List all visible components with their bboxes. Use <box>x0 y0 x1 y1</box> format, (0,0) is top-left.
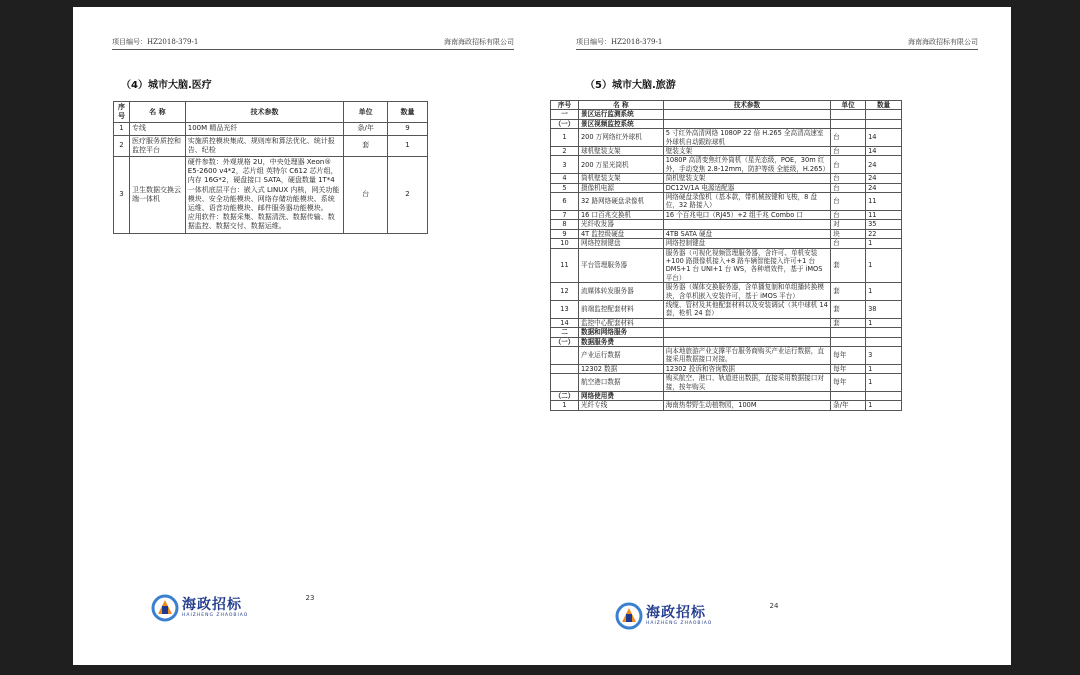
table-cell <box>831 328 866 337</box>
table-row <box>551 300 902 318</box>
table-cell: 3 <box>551 156 579 174</box>
table-cell: 35 <box>866 220 902 229</box>
table-cell: 实施质控模块集成、规则库和算法优化、统计报告、纪检 <box>185 135 343 156</box>
column-header: 序号 <box>551 101 579 110</box>
table-cell <box>866 392 902 401</box>
table-cell <box>866 337 902 346</box>
section-title: （5）城市大脑.旅游 <box>585 80 676 91</box>
table-cell: 3 <box>866 346 902 364</box>
table-cell: 1080P 高清变焦红外筒机（星光态级，POE，30m 红外，手动变焦 2.8-12mm，防护等级 全能级，H.265） <box>663 156 830 174</box>
table-row <box>551 129 902 147</box>
table-cell <box>663 318 830 327</box>
table-cell: 向本地旅游产业支撑平台服务商购买产业运行数据，直接采用数据接口对接。 <box>663 346 830 364</box>
logo-subtext: HAIZHENG ZHAOBIAO <box>646 621 713 626</box>
table-cell: 景区视频监控系统 <box>578 119 663 128</box>
table-cell: 1 <box>866 374 902 392</box>
table-cell: 1 <box>866 248 902 283</box>
table-cell: 对 <box>831 220 866 229</box>
page-header <box>576 37 978 50</box>
table-row <box>551 110 902 119</box>
table-cell: 9 <box>551 229 579 238</box>
table-cell: 块 <box>831 229 866 238</box>
table-cell: 线缆、管材及其他配套材料以及安装调试（其中球机 14 套，枪机 24 套） <box>663 300 830 318</box>
table-cell: 海南热带野生动植物园，100M <box>663 401 830 410</box>
table-cell: 台 <box>344 157 388 234</box>
table-row <box>551 183 902 192</box>
table-cell: 流媒体转发服务器 <box>578 283 663 301</box>
table-cell: 购买航空、港口、轨道进出数据，直接采用数据接口对接，按年购买 <box>663 374 830 392</box>
table-cell: 8 <box>551 220 579 229</box>
table-cell: 2 <box>551 147 579 156</box>
table-cell: 1 <box>866 364 902 373</box>
logo-subtext: HAIZHENG ZHAOBIAO <box>182 613 249 618</box>
table-cell: 14 <box>866 147 902 156</box>
table-cell: 12302 数据 <box>578 364 663 373</box>
table-cell <box>663 328 830 337</box>
table-cell: 10 <box>551 239 579 248</box>
table-row <box>551 337 902 346</box>
table-cell: 11 <box>866 193 902 211</box>
table-cell: 200 万网络红外球机 <box>578 129 663 147</box>
table-cell: 产业运行数据 <box>578 346 663 364</box>
table-cell <box>663 110 830 119</box>
table-cell: 100M 精品光纤 <box>185 123 343 135</box>
table-cell: 航空港口数据 <box>578 374 663 392</box>
page-number: 24 <box>769 602 779 610</box>
table-cell <box>551 374 579 392</box>
table-cell: 网络控制键盘 <box>663 239 830 248</box>
document-page-right <box>537 7 1011 665</box>
table-cell: 24 <box>866 174 902 183</box>
table-cell: 一 <box>551 110 579 119</box>
table-cell: 球机壁装支架 <box>578 147 663 156</box>
table-cell <box>831 110 866 119</box>
table-cell: 条/年 <box>344 123 388 135</box>
table-cell: 3 <box>114 157 130 234</box>
table-cell: 专线 <box>129 123 185 135</box>
table-cell: 12 <box>551 283 579 301</box>
table-cell: （二） <box>551 392 579 401</box>
column-header: 名 称 <box>578 101 663 110</box>
table-cell: 服务器（可视化视频管理服务器，含许可、单机安装+100 路摄像机接入+8 路车辆智能接入许可+1 台 DMS+1 台 UNI+1 台 WS，各种增效件，基于 iMOS 平台） <box>663 248 830 283</box>
company-name: 海南海政招标有限公司 <box>444 38 514 46</box>
table-cell: 台 <box>831 147 866 156</box>
table-cell: 套 <box>831 283 866 301</box>
table-row <box>551 283 902 301</box>
table-cell: 台 <box>831 239 866 248</box>
table-row <box>551 156 902 174</box>
table-row <box>551 193 902 211</box>
logo-text: 海政招标 <box>646 605 706 621</box>
table-cell <box>831 392 866 401</box>
table-cell: 套 <box>344 135 388 156</box>
table-row <box>551 346 902 364</box>
column-header: 数量 <box>388 102 428 123</box>
table-cell: 2 <box>114 135 130 156</box>
table-cell: 条/年 <box>831 401 866 410</box>
table-cell: 套 <box>831 300 866 318</box>
table-row <box>551 147 902 156</box>
table-cell: 硬件参数：外观规格 2U，中央处理器 Xeon® E5-2600 v4*2，芯片组 英特尔 C612 芯片组，内存 16G*2，硬盘接口 SATA，硬盘数量 1T*4 一体机底层平台：嵌入式 LINUX 内核，网关功能模块、安全功能模块、网络存储功能模块、系统运维、语音功能模块、邮件服务器功能模块。 应用软件：数据采集、数据清洗、数据传输、数据监控、数据交付、数据运维。 <box>185 157 343 234</box>
column-header: 名 称 <box>129 102 185 123</box>
table-cell: 32 路网络硬盘录像机 <box>578 193 663 211</box>
project-number: 项目编号：HZ2018-379-1 <box>112 38 199 46</box>
table-cell <box>831 119 866 128</box>
table-cell: 16 口百兆交换机 <box>578 210 663 219</box>
table-cell: 网络使用费 <box>578 392 663 401</box>
table-cell: 38 <box>866 300 902 318</box>
table-cell <box>551 364 579 373</box>
table-row <box>114 157 428 234</box>
table-cell: 9 <box>388 123 428 135</box>
table-cell: 1 <box>114 123 130 135</box>
table-cell: 每年 <box>831 346 866 364</box>
table-cell: 台 <box>831 193 866 211</box>
table-cell: 筒机壁装支架 <box>578 174 663 183</box>
table-cell: 1 <box>866 239 902 248</box>
table-cell <box>663 337 830 346</box>
table-cell: 台 <box>831 156 866 174</box>
table-cell: 摄像机电源 <box>578 183 663 192</box>
table-cell: 每年 <box>831 374 866 392</box>
table-cell: 网络硬盘录像机（基本款，带机械按键和飞梭，8 盘位，32 路接入） <box>663 193 830 211</box>
spec-table <box>550 100 902 411</box>
table-cell <box>551 346 579 364</box>
page-footer <box>537 602 1011 636</box>
table-cell: 1 <box>388 135 428 156</box>
table-cell: （一） <box>551 337 579 346</box>
table-cell <box>663 220 830 229</box>
table-cell: 每年 <box>831 364 866 373</box>
table-cell: 平台管理服务器 <box>578 248 663 283</box>
table-row <box>551 229 902 238</box>
table-cell: 1 <box>866 401 902 410</box>
table-cell: 14 <box>551 318 579 327</box>
table-cell: 监控中心配套材料 <box>578 318 663 327</box>
table-row <box>551 374 902 392</box>
table-cell: 壁装支架 <box>663 147 830 156</box>
table-cell: 卫生数据交换云端一体机 <box>129 157 185 234</box>
table-cell: 4 <box>551 174 579 183</box>
table-cell: 5 <box>551 183 579 192</box>
table-row <box>551 401 902 410</box>
table-row <box>551 119 902 128</box>
company-name: 海南海政招标有限公司 <box>908 38 978 46</box>
table-cell: 22 <box>866 229 902 238</box>
table-cell: 套 <box>831 318 866 327</box>
table-row <box>551 210 902 219</box>
table-row <box>551 328 902 337</box>
table-cell <box>866 328 902 337</box>
page-header <box>112 37 514 50</box>
table-cell: 4T 监控级硬盘 <box>578 229 663 238</box>
table-cell: 服务器（媒体交换服务器，含单播复制和单组播转换模块，含单机嵌入安装许可，基于 iMOS 平台） <box>663 283 830 301</box>
table-cell: 网络控制键盘 <box>578 239 663 248</box>
column-header: 技术参数 <box>185 102 343 123</box>
table-cell <box>866 119 902 128</box>
table-row <box>551 364 902 373</box>
table-row <box>551 174 902 183</box>
column-header: 数量 <box>866 101 902 110</box>
table-cell: 二 <box>551 328 579 337</box>
table-cell: 11 <box>551 248 579 283</box>
table-cell: 套 <box>831 248 866 283</box>
table-cell: DC12V/1A 电源适配器 <box>663 183 830 192</box>
table-cell: 前端监控配套材料 <box>578 300 663 318</box>
table-cell: 数据和网络服务 <box>578 328 663 337</box>
table-cell: 12302 投诉和咨询数据 <box>663 364 830 373</box>
table-cell: 5 寸红外高清网络 1080P 22 倍 H.265 全高清高速室外球机自动跟踪球机 <box>663 129 830 147</box>
table-row <box>114 123 428 135</box>
table-cell <box>831 337 866 346</box>
spec-table <box>113 101 428 234</box>
column-header: 单位 <box>831 101 866 110</box>
table-cell: 台 <box>831 183 866 192</box>
column-header: 序号 <box>114 102 130 123</box>
table-header-row <box>114 102 428 123</box>
page-footer <box>73 594 547 628</box>
table-cell: 24 <box>866 156 902 174</box>
table-cell: 16 个百兆电口（RJ45）+2 组千兆 Combo 口 <box>663 210 830 219</box>
table-cell: 1 <box>866 318 902 327</box>
table-cell: 数据服务费 <box>578 337 663 346</box>
table-cell: 2 <box>388 157 428 234</box>
table-header-row <box>551 101 902 110</box>
table-row <box>114 135 428 156</box>
table-row <box>551 220 902 229</box>
column-header: 技术参数 <box>663 101 830 110</box>
table-cell <box>866 110 902 119</box>
table-cell: 筒机壁装支架 <box>663 174 830 183</box>
table-cell: 台 <box>831 129 866 147</box>
table-cell: 1 <box>551 129 579 147</box>
document-page-left <box>73 7 547 665</box>
table-row <box>551 248 902 283</box>
section-title: （4）城市大脑.医疗 <box>121 80 212 91</box>
table-cell: （一） <box>551 119 579 128</box>
table-cell: 7 <box>551 210 579 219</box>
table-cell: 台 <box>831 210 866 219</box>
table-cell: 光纤收发器 <box>578 220 663 229</box>
column-header: 单位 <box>344 102 388 123</box>
table-cell: 24 <box>866 183 902 192</box>
table-cell: 台 <box>831 174 866 183</box>
table-cell: 6 <box>551 193 579 211</box>
table-cell <box>663 392 830 401</box>
table-row <box>551 318 902 327</box>
table-cell: 景区运行监测系统 <box>578 110 663 119</box>
table-cell: 1 <box>866 283 902 301</box>
table-cell: 光纤专线 <box>578 401 663 410</box>
table-cell: 医疗服务质控和监控平台 <box>129 135 185 156</box>
logo-text: 海政招标 <box>182 597 242 613</box>
table-row <box>551 239 902 248</box>
project-number: 项目编号：HZ2018-379-1 <box>576 38 663 46</box>
page-number: 23 <box>305 594 315 602</box>
table-cell <box>663 119 830 128</box>
table-cell: 200 万星光筒机 <box>578 156 663 174</box>
table-cell: 13 <box>551 300 579 318</box>
table-cell: 4TB SATA 硬盘 <box>663 229 830 238</box>
table-cell: 11 <box>866 210 902 219</box>
table-row <box>551 392 902 401</box>
table-cell: 14 <box>866 129 902 147</box>
table-cell: 1 <box>551 401 579 410</box>
